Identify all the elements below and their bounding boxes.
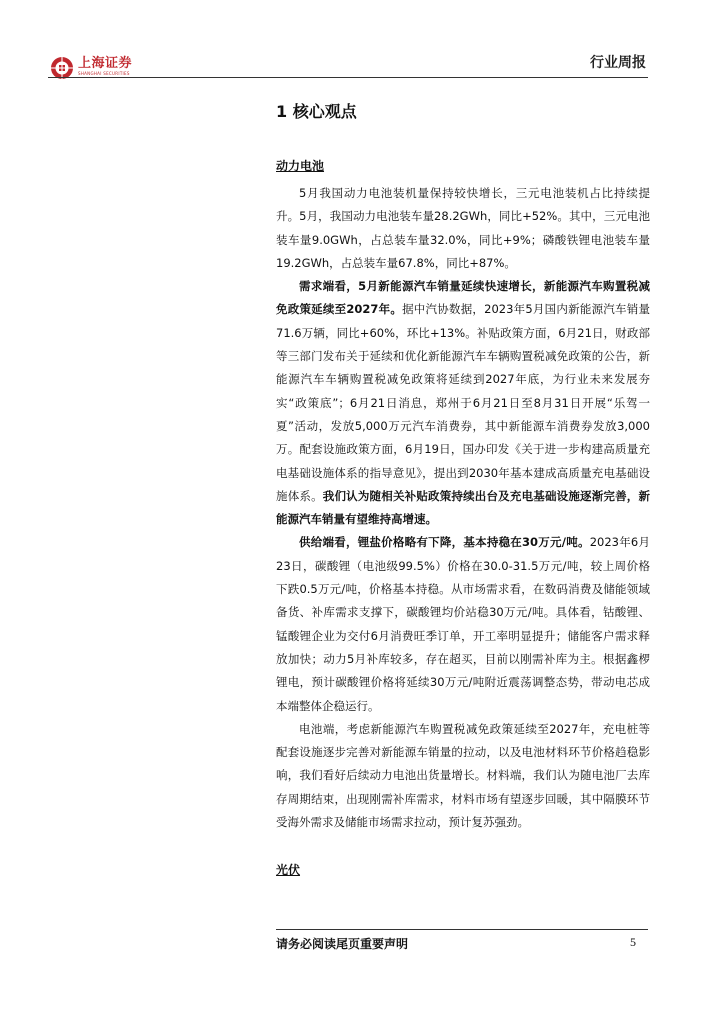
supply-body: 2023年6月23日，碳酸锂（电池级99.5%）价格在30.0-31.5万元/吨，较上周价格下跌0.5万元/吨，价格基本持稳。从市场需求看，在数码消费及储能领域备货、补库需求支撑下，碳酸锂均价站稳30万元/吨。具体看，钴酸锂、锰酸锂企业为交付6月消费旺季订单，开工率明显提升；储能客户需求释放加快；动力5月补库较多，存在超买，目前以刚需补库为主。根据鑫椤锂电，预计碳酸锂价格将延续30万元/吨附近震荡调整态势，带动电芯成本端整体企稳运行。 — [276, 535, 650, 713]
demand-conclusion: 我们认为随相关补贴政策持续出台及充电基础设施逐渐完善，新能源汽车销量有望维持高增速。 — [276, 488, 651, 527]
header-divider — [48, 77, 648, 78]
paragraph-outlook: 电池端，考虑新能源汽车购置税减免政策延续至2027年，充电桩等配套设施逐步完善对新能源车销量的拉动，以及电池材料环节价格趋稳影响，我们看好后续动力电池出货量增长。材料端，我们认为随电池厂去库存周期结束，出现刚需补库需求，材料市场有望逐步回暖，其中隔膜环节受海外需求及储能市场需求拉动，预计复苏强劲。 — [276, 721, 650, 830]
logo-name-en: SHANGHAI SECURITIES — [78, 71, 130, 76]
subsection-title-battery: 动力电池 — [276, 159, 325, 173]
supply-lead: 供给端看，锂盐价格略有下降，基本持稳在30万元/吨。 — [299, 535, 590, 550]
report-type-label: 行业周报 — [590, 55, 646, 71]
section-title: 1 核心观点 — [276, 102, 357, 121]
logo-name-cn: 上海证券 — [78, 56, 133, 71]
footer-divider — [276, 929, 648, 930]
page-number: 5 — [630, 935, 636, 949]
paragraph-demand — [276, 275, 650, 531]
subsection-title-pv: 光伏 — [276, 863, 301, 878]
demand-lead: 需求端看，5月新能源汽车销量延续快速增长，新能源汽车购置税减免政策延续至2027年。 — [276, 279, 650, 317]
paragraph-supply — [276, 531, 650, 717]
demand-body: 据中汽协数据，2023年5月国内新能源汽车销量71.6万辆，同比+60%，环比+13%。补贴政策方面，6月21日，财政部等三部门发布关于延续和优化新能源汽车车辆购置税减免政策的公告，新能源汽车车辆购置税减免政策将延续到2027年底，为行业未来发展夯实“政策底”；6月21日消息，郑州于6月21日至8月31日开展“乐驾一夏”活动，发放5,000万元汽车消费券，其中新能源车消费券发放3,000万。配套设施政策方面，6月19日，国办印发《关于进一步构建高质量充电基础设施体系的指导意见》，提出到2030年基本建成高质量充电基础设施体系。 — [276, 302, 650, 503]
main-content — [276, 100, 650, 880]
paragraph-installation: 5月我国动力电池装机量保持较快增长，三元电池装机占比持续提升。5月，我国动力电池装车量28.2GWh，同比+52%。其中，三元电池装车量9.0GWh，占总装车量32.0%，同比+9%；磷酸铁锂电池装车量19.2GWh，占总装车量67.8%，同比+87%。 — [276, 186, 650, 270]
page-header — [0, 0, 724, 80]
footer-disclaimer: 请务必阅读尾页重要声明 — [276, 937, 409, 951]
